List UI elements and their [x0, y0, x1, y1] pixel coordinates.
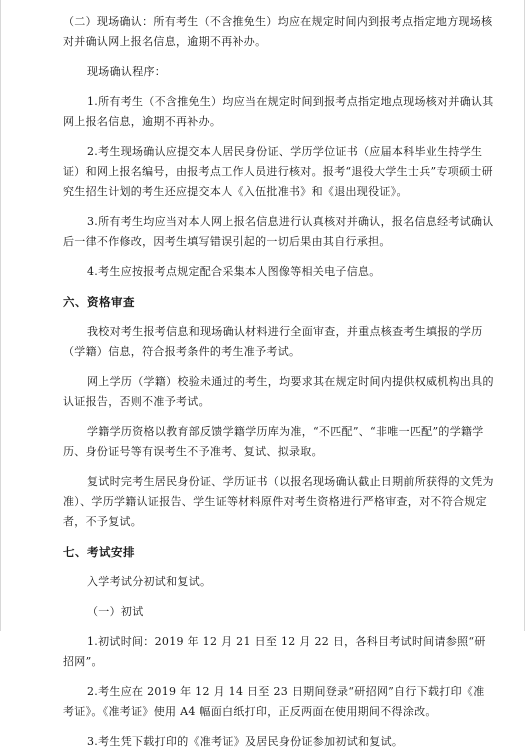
section-heading: 七、考试安排: [63, 545, 135, 559]
paragraph: （二）现场确认：所有考生（不含推免生）均应在规定时间内到报考点指定地方现场核对并确认网上报名信息，逾期不再补办。: [63, 15, 493, 48]
section-heading: 六、资格审查: [63, 295, 135, 309]
paragraph: 4.考生应按报考点规定配合采集本人图像等相关电子信息。: [87, 265, 381, 278]
paragraph: 复试时完考生居民身份证、学历证书（以报名现场确认截止日期前所获得的文凭为准）、学历学籍认证报告、学生证等材料原件对考生资格进行严格审查，对不符合规定者，不予复试。: [63, 475, 494, 528]
paragraph: 3.考生凭下载打印的《准考证》及居民身份证参加初试和复试。: [87, 735, 404, 748]
paragraph: 现场确认程序：: [87, 65, 167, 78]
paragraph: 网上学历（学籍）校验未通过的考生，均要求其在规定时间内提供权威机构出具的认证报告，否则不准予考试。: [63, 375, 494, 408]
paragraph: 2.考生应在 2019 年 12 月 14 日至 23 日期间登录“研招网”自行下载打印《准考证》。《准考证》使用 A4 幅面白纸打印，正反两面在使用期间不得涂改。: [63, 685, 485, 718]
paragraph: 3.所有考生均应当对本人网上报名信息进行认真核对并确认，报名信息经考试确认后一律不作修改，因考生填写错误引起的一切后果由其自行承担。: [63, 215, 494, 248]
document-body: [63, 12, 494, 752]
paragraph: 我校对考生报考信息和现场确认材料进行全面审查，并重点核查考生填报的学历（学籍）信息，符合报考条件的考生准予考试。: [63, 325, 483, 358]
paragraph: 学籍学历资格以教育部反馈学籍学历库为准，“不匹配”、“非唯一匹配”的学籍学历、身份证号等有误考生不予准考、复试、拟录取。: [63, 425, 484, 458]
paragraph: 1.所有考生（不含推免生）均应当在规定时间到报考点指定地点现场核对并确认其网上报名信息，逾期不再补办。: [63, 95, 494, 128]
paragraph: 1.初试时间：2019 年 12 月 21 日至 12 月 22 日，各科目考试时间请参照“研招网”。: [63, 635, 486, 668]
paragraph: （一）初试: [87, 605, 144, 618]
paragraph: 入学考试分初试和复试。: [87, 575, 212, 588]
paragraph: 2.考生现场确认应提交本人居民身份证、学历学位证书（应届本科毕业生持学生证）和网上报名编号，由报考点工作人员进行核对。报考“退役大学生士兵”专项硕士研究生招生计划的考生还应提交本人《入伍批准书》和《退出现役证》。: [63, 145, 493, 198]
